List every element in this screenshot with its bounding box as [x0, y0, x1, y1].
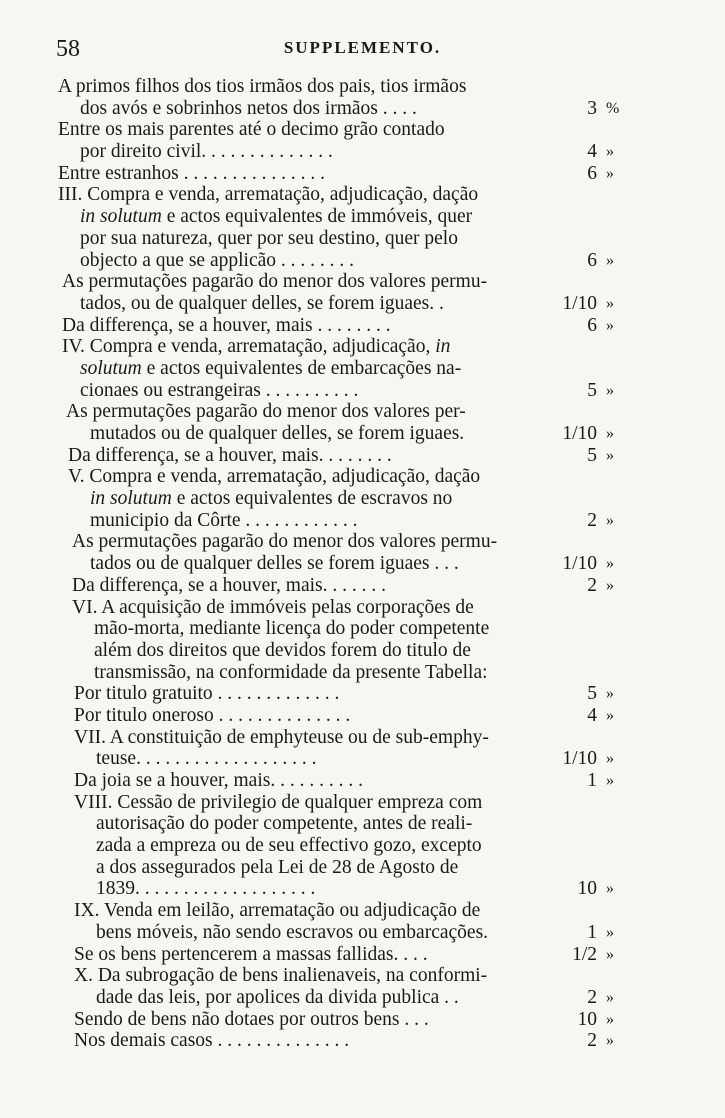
rate-unit: »: [606, 1032, 614, 1050]
line-text-main: a dos assegurados pela Lei de 28 de Agosto de: [96, 856, 459, 878]
line-text: [80, 358, 461, 380]
text-line: [0, 228, 725, 250]
text-line: [0, 987, 725, 1009]
line-text-main: III. Compra e venda, arrematação, adjudicação, dação: [58, 184, 479, 206]
line-text: [74, 1009, 429, 1031]
line-text: [96, 835, 482, 857]
line-text-main: As permutações pagarão do menor dos valores permu-: [72, 531, 498, 553]
line-text-main: tados ou de qualquer delles se forem iguaes . . .: [90, 553, 459, 575]
rate-unit: »: [606, 750, 614, 768]
text-line: [0, 1030, 725, 1052]
text-line: [0, 510, 725, 532]
text-line: [0, 163, 725, 185]
tax-rate: 5: [587, 379, 597, 401]
running-title: SUPPLEMENTO.: [283, 38, 442, 57]
text-line: [0, 141, 725, 163]
tax-rate: 10: [577, 878, 597, 900]
rate-unit: »: [606, 425, 614, 442]
text-line: [0, 640, 725, 662]
line-text: [80, 98, 417, 120]
line-text: [68, 466, 480, 488]
text-line: [0, 531, 725, 553]
line-text-main: Da joia se a houver, mais. . . . . . . . . .: [74, 770, 363, 791]
line-text: [80, 380, 358, 402]
line-text: [74, 683, 339, 705]
rate-unit: »: [606, 446, 614, 464]
text-line: [0, 380, 725, 402]
line-text-main: além dos direitos que devidos forem do titulo de: [94, 639, 471, 661]
line-text: [96, 922, 488, 944]
line-text-rest: e actos equivalentes de embarcações na-: [141, 357, 462, 379]
line-text-main: VI. A acquisição de immóveis pelas corporações de: [72, 596, 474, 618]
tax-rate: 6: [587, 162, 597, 184]
text-line: [0, 618, 725, 640]
line-text-main: IX. Venda em leilão, arrematação ou adjudicação de: [74, 900, 481, 922]
line-text: [96, 878, 315, 900]
line-text: [58, 163, 325, 185]
tax-rate: 5: [587, 444, 597, 466]
text-line: [0, 922, 725, 944]
line-text: [58, 184, 478, 206]
text-line: [0, 835, 725, 857]
rate-unit: »: [606, 316, 614, 334]
text-line: [0, 944, 725, 966]
line-text: [96, 987, 459, 1009]
text-line: [0, 597, 725, 619]
text-line: [0, 184, 725, 206]
line-text: [90, 423, 464, 445]
line-text-main: transmissão, na conformidade da presente Tabella:: [94, 661, 488, 683]
line-text-main: dos avós e sobrinhos netos dos irmãos . . . .: [80, 97, 417, 119]
line-text: [74, 727, 489, 749]
text-line: [0, 662, 725, 684]
text-line: [0, 76, 725, 98]
text-line: [0, 553, 725, 575]
italic-phrase: in solutum: [90, 488, 172, 510]
text-line: [0, 119, 725, 141]
line-text-main: zada a empreza ou de seu effectivo gozo, excepto: [96, 835, 482, 857]
line-text-main: teuse. . . . . . . . . . . . . . . . . . .: [96, 748, 317, 770]
text-line: [0, 401, 725, 423]
line-text: [90, 488, 452, 510]
line-text-main: por direito civil. . . . . . . . . . . . . .: [80, 141, 333, 163]
text-line: [0, 705, 725, 727]
line-text: [80, 228, 458, 250]
line-text-main: Da differença, se a houver, mais. . . . . . . .: [68, 444, 392, 466]
line-text: [74, 770, 363, 792]
line-text-main: dade das leis, por apolices da divida publica . .: [96, 986, 459, 1008]
rate-unit: »: [606, 381, 614, 399]
line-text-main: objecto a que se applicão . . . . . . . .: [80, 249, 354, 271]
line-text: [80, 250, 354, 272]
line-text: [74, 792, 482, 814]
tax-rate: 6: [587, 249, 597, 271]
line-text: [68, 445, 392, 467]
line-text-rest: e actos equivalentes de escravos no: [171, 488, 453, 510]
rate-unit: »: [606, 706, 614, 724]
text-line: [0, 488, 725, 510]
rate-unit: »: [606, 555, 614, 573]
line-text-main: tados, ou de qualquer delles, se forem iguaes. .: [80, 292, 444, 314]
line-text: [94, 662, 488, 684]
line-text-main: cionaes ou estrangeiras . . . . . . . . . .: [80, 379, 359, 401]
line-text-main: Se os bens pertencerem a massas fallidas. . . .: [74, 943, 428, 965]
text-line: [0, 98, 725, 120]
line-text-main: bens móveis, não sendo escravos ou embarcações.: [96, 921, 489, 943]
line-text: [74, 965, 487, 987]
line-text: [72, 575, 386, 597]
page-header: [0, 36, 725, 64]
line-text-main: V. Compra e venda, arrematação, adjudicação, dação: [68, 466, 481, 488]
tax-rate: 2: [587, 986, 597, 1008]
line-text: [58, 76, 466, 98]
line-text-main: As permutações pagarão do menor dos valores permu-: [62, 271, 488, 293]
line-text: [62, 336, 450, 358]
line-text: [62, 315, 391, 337]
line-text: [66, 401, 466, 423]
tax-rate: 4: [587, 704, 597, 726]
text-line: [0, 358, 725, 380]
line-text-main: autorisação do poder competente, antes de reali-: [96, 813, 473, 835]
line-text-main: mão-morta, mediante licença do poder competente: [94, 618, 490, 640]
line-text: [96, 857, 458, 879]
text-line: [0, 727, 725, 749]
rate-unit: »: [606, 294, 614, 312]
tax-rate: 1: [587, 770, 597, 791]
text-line: [0, 748, 725, 770]
line-text: [96, 813, 472, 835]
line-text-main: 1839. . . . . . . . . . . . . . . . . . .: [96, 878, 316, 900]
text-line: [0, 293, 725, 315]
text-line: [0, 466, 725, 488]
line-text: [72, 531, 497, 553]
line-text: [96, 748, 316, 770]
line-text: [94, 640, 471, 662]
text-line: [0, 965, 725, 987]
line-text-main: Da differença, se a houver, mais . . . . . . . .: [62, 314, 391, 336]
text-line: [0, 1009, 725, 1031]
rate-unit: »: [606, 1010, 614, 1028]
line-text-main: Nos demais casos . . . . . . . . . . . . . .: [74, 1030, 350, 1052]
rate-unit: »: [606, 251, 614, 269]
line-text: [80, 293, 444, 315]
tax-rate: 2: [587, 1030, 597, 1052]
text-line: [0, 336, 725, 358]
line-text-main: municipio da Côrte . . . . . . . . . . . .: [90, 509, 358, 531]
line-text: [94, 618, 489, 640]
italic-phrase: solutum: [80, 357, 142, 379]
tax-rate: 1: [587, 921, 597, 943]
line-text-main: VII. A constituição de emphyteuse ou de sub-emphy-: [74, 726, 489, 748]
tax-rate: 1/10: [562, 553, 597, 575]
line-text-main: Sendo de bens não dotaes por outros bens . . .: [74, 1008, 429, 1030]
line-text: [74, 1030, 349, 1052]
text-line: [0, 878, 725, 900]
tax-rate: 10: [577, 1008, 597, 1030]
tax-rate: 1/2: [572, 943, 597, 965]
line-text-main: Da differença, se a houver, mais. . . . . . .: [72, 574, 386, 596]
rate-unit: »: [606, 576, 614, 594]
line-text-main: por sua natureza, quer por seu destino, quer pelo: [80, 227, 458, 249]
tax-rate: 3: [587, 97, 597, 119]
text-line: [0, 857, 725, 879]
text-line: [0, 315, 725, 337]
line-text-rest: e actos equivalentes de immóveis, quer: [161, 206, 473, 228]
rate-unit: »: [606, 164, 614, 182]
text-line: [0, 770, 725, 792]
line-text: [90, 553, 459, 575]
line-text: [90, 510, 358, 532]
tax-rate: 4: [587, 141, 597, 163]
line-text-main: IV. Compra e venda, arrematação, adjudicação,: [62, 336, 431, 358]
tax-rate: 1/10: [562, 423, 597, 444]
page-number: 58: [56, 36, 80, 62]
text-line: [0, 683, 725, 705]
tax-rate: 6: [587, 314, 597, 336]
text-line: [0, 813, 725, 835]
rate-unit: »: [606, 880, 614, 898]
tax-rate: 1/10: [562, 748, 597, 770]
rate-unit: »: [606, 685, 614, 703]
rate-unit: »: [606, 511, 614, 529]
line-text-main: Entre os mais parentes até o decimo grão contado: [58, 119, 445, 141]
text-line: [0, 445, 725, 467]
line-text: [80, 141, 333, 163]
line-text: [80, 206, 472, 228]
rate-unit: »: [606, 772, 614, 789]
text-line: [0, 792, 725, 814]
line-text: [62, 271, 487, 293]
rate-unit: »: [606, 988, 614, 1006]
text-line: [0, 575, 725, 597]
line-text-main: mutados ou de qualquer delles, se forem iguaes.: [90, 423, 465, 444]
italic-phrase: in: [430, 336, 451, 358]
line-text: [72, 597, 474, 619]
rate-unit: »: [606, 143, 614, 161]
text-line: [0, 250, 725, 272]
rate-unit: »: [606, 923, 614, 941]
line-text-main: VIII. Cessão de privilegio de qualquer empreza com: [74, 791, 483, 813]
tax-rate: 5: [587, 683, 597, 705]
line-text: [74, 944, 428, 966]
line-text-main: A primos filhos dos tios irmãos dos pais, tios irmãos: [58, 76, 467, 97]
text-line: [0, 271, 725, 293]
tax-rate: 2: [587, 574, 597, 596]
line-text-main: X. Da subrogação de bens inalienaveis, na conformi-: [74, 965, 488, 987]
rate-unit: %: [606, 99, 620, 117]
tax-rate: 1/10: [562, 292, 597, 314]
tax-rate: 2: [587, 509, 597, 531]
text-line: [0, 423, 725, 445]
line-text: [74, 900, 480, 922]
text-line: [0, 900, 725, 922]
italic-phrase: in solutum: [80, 206, 162, 228]
tariff-table-body: [0, 76, 725, 1052]
line-text-main: Por titulo gratuito . . . . . . . . . . . . .: [74, 683, 340, 705]
line-text-main: Entre estranhos . . . . . . . . . . . . . . .: [58, 162, 326, 184]
text-line: [0, 206, 725, 228]
rate-unit: »: [606, 945, 614, 963]
line-text-main: As permutações pagarão do menor dos valores per-: [66, 401, 466, 423]
line-text: [74, 705, 350, 727]
line-text: [58, 119, 445, 141]
line-text-main: Por titulo oneroso . . . . . . . . . . . . . .: [74, 704, 351, 726]
